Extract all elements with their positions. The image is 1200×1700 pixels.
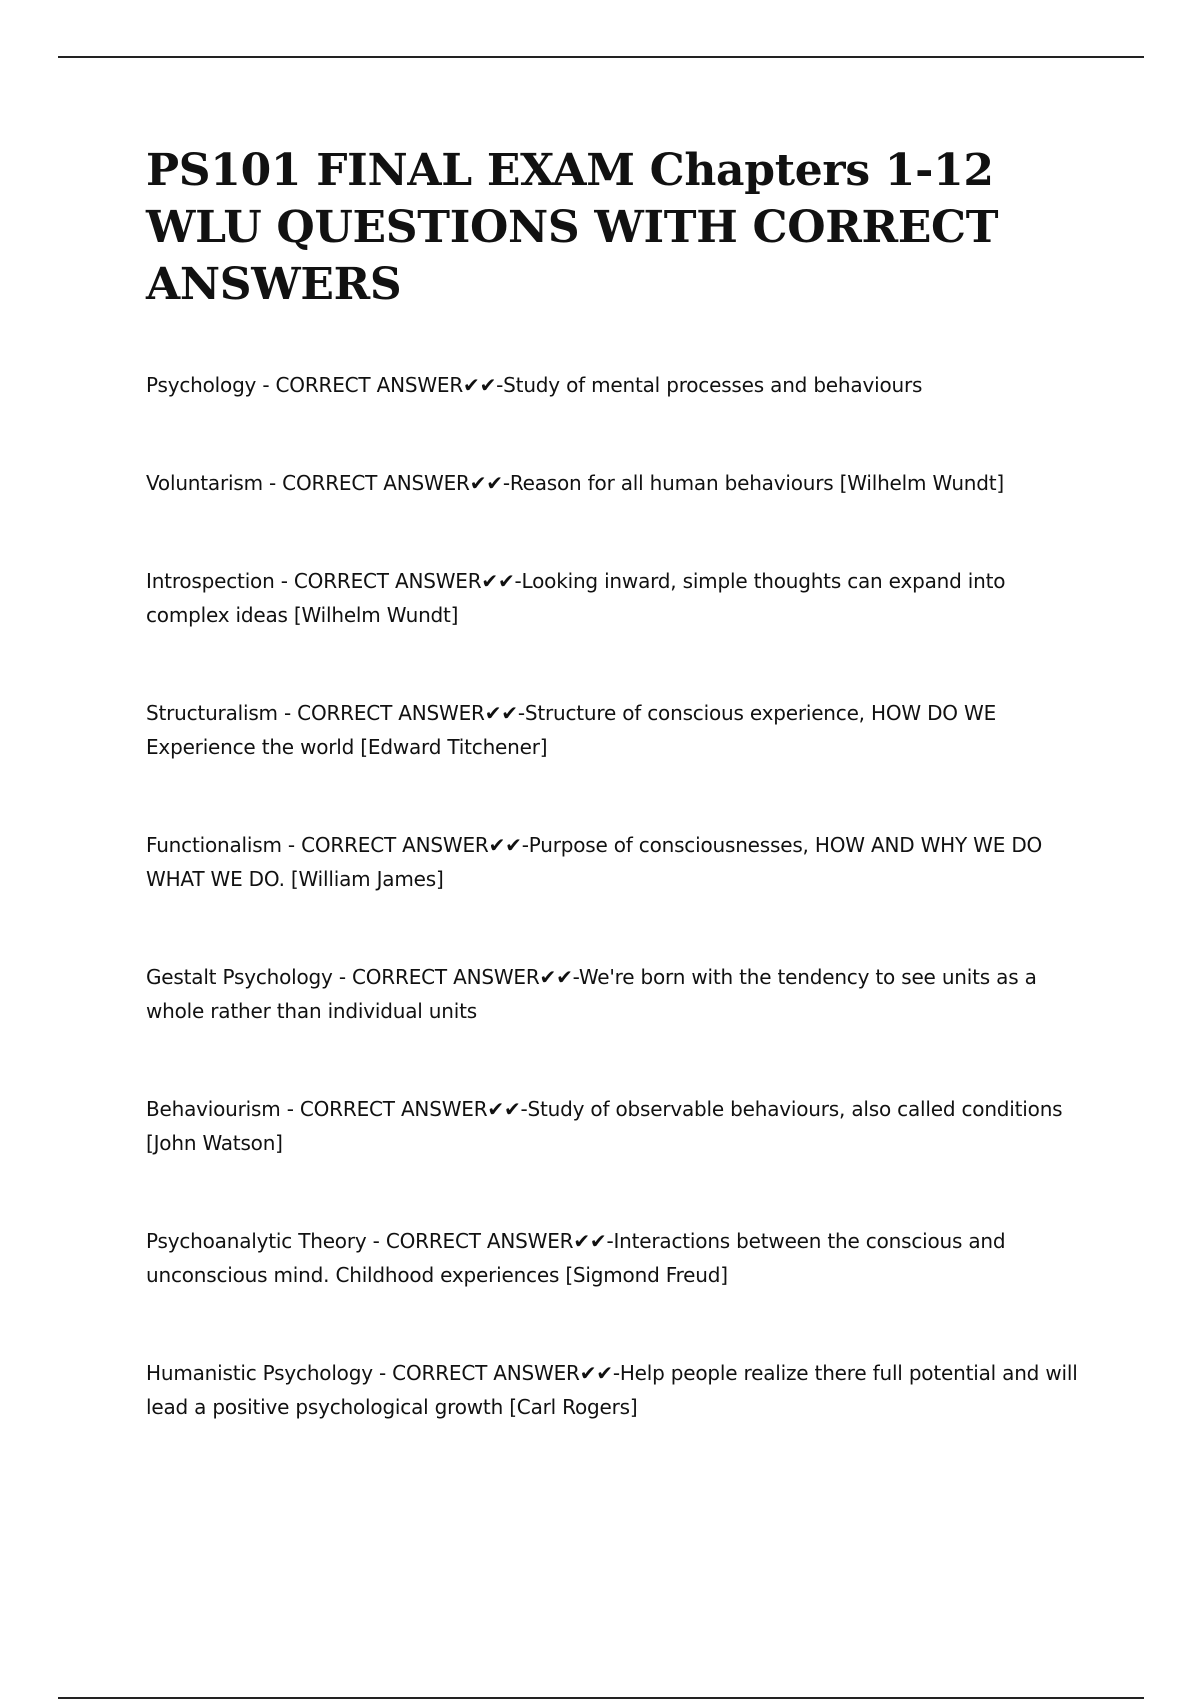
document-body	[146, 142, 1086, 1488]
qa-item: Introspection - CORRECT ANSWER✔✔-Looking inward, simple thoughts can expand into complex ideas [Wilhelm Wundt]	[146, 569, 1006, 627]
top-divider	[58, 56, 1144, 58]
qa-item: Behaviourism - CORRECT ANSWER✔✔-Study of observable behaviours, also called conditions [John Watson]	[146, 1097, 1063, 1155]
qa-item: Voluntarism - CORRECT ANSWER✔✔-Reason for all human behaviours [Wilhelm Wundt]	[146, 471, 1005, 495]
qa-item: Psychoanalytic Theory - CORRECT ANSWER✔✔-Interactions between the conscious and unconscious mind. Childhood experiences [Sigmond Freud]	[146, 1229, 1006, 1287]
qa-item: Structuralism - CORRECT ANSWER✔✔-Structure of conscious experience, HOW DO WE Experience the world [Edward Titchener]	[146, 701, 997, 759]
document-title: PS101 FINAL EXAM Chapters 1-12 WLU QUESTIONS WITH CORRECT ANSWERS	[146, 145, 999, 310]
qa-item: Psychology - CORRECT ANSWER✔✔-Study of mental processes and behaviours	[146, 373, 923, 397]
qa-item: Gestalt Psychology - CORRECT ANSWER✔✔-We're born with the tendency to see units as a whole rather than individual units	[146, 965, 1037, 1023]
qa-item: Humanistic Psychology - CORRECT ANSWER✔✔-Help people realize there full potential and will lead a positive psychological growth [Carl Rogers]	[146, 1361, 1078, 1419]
bottom-divider	[58, 1697, 1144, 1699]
qa-item: Functionalism - CORRECT ANSWER✔✔-Purpose of consciousnesses, HOW AND WHY WE DO WHAT WE DO. [William James]	[146, 833, 1043, 891]
qa-list	[146, 368, 1086, 1424]
